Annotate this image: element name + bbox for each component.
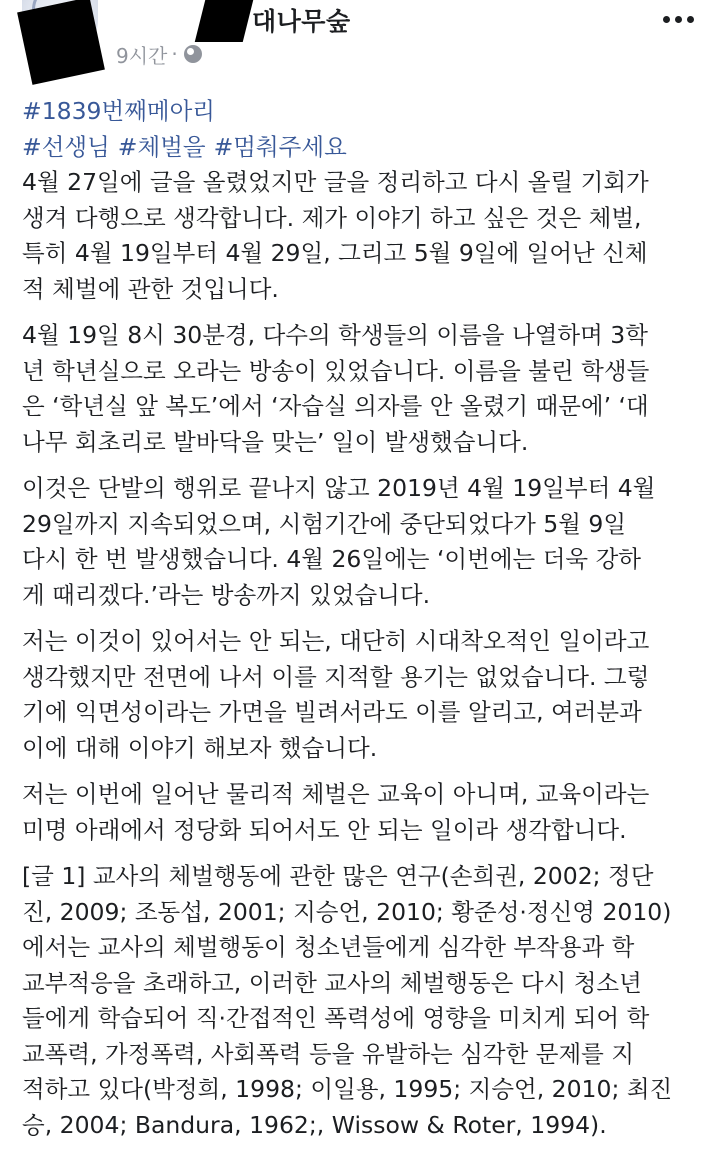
- post-paragraph: [22, 624, 702, 766]
- hashtag-line: [22, 130, 702, 166]
- text-line: 들에게 학습되어 직·간접적인 폭력성에 영향을 미치게 되어 학: [22, 1004, 650, 1032]
- text-line: 이것은 단발의 행위로 끝나지 않고 2019년 4월 19일부터 4월: [22, 474, 656, 502]
- globe-icon: [184, 45, 202, 63]
- post-body: [22, 94, 702, 1154]
- text-line: 적 체벌에 관한 것입니다.: [22, 274, 279, 303]
- hashtag-link[interactable]: #1839번째메아리: [22, 97, 216, 125]
- redaction-block: [17, 0, 105, 85]
- text-line: 교부적응을 초래하고, 이러한 교사의 체벌행동은 다시 청소년: [22, 968, 642, 997]
- text-line: 게 때리겠다.’라는 방송까지 있었습니다.: [22, 580, 431, 609]
- text-line: 4월 27일에 글을 올렸었지만 글을 정리하고 다시 올릴 기회가: [22, 168, 649, 196]
- text-line: 29일까지 지속되었으며, 시험기간에 중단되었다가 5월 9일: [22, 509, 627, 538]
- post-paragraph: [22, 165, 702, 307]
- text-line: 교폭력, 가정폭력, 사회폭력 등을 유발하는 심각한 문제를 지: [22, 1039, 635, 1068]
- text-line: 4월 19일 8시 30분경, 다수의 학생들의 이름을 나열하며 3학: [22, 321, 648, 349]
- text-line: 은 ‘학년실 앞 복도’에서 ‘자습실 의자를 안 올렸기 때문에’ ‘대: [22, 392, 649, 420]
- text-line: 생겨 다행으로 생각합니다. 제가 이야기 하고 싶은 것은 체벌,: [22, 203, 642, 232]
- hashtag-link[interactable]: #멈춰주세요: [213, 132, 347, 161]
- text-line: 진, 2009; 조동섭, 2001; 지승언, 2010; 황준성·정신영 2010): [22, 897, 672, 926]
- text-line: 에서는 교사의 체벌행동이 청소년들에게 심각한 부작용과 학: [22, 933, 635, 961]
- text-line: 미명 아래에서 정당화 되어서도 안 되는 일이라 생각합니다.: [22, 815, 627, 844]
- more-options-icon[interactable]: [663, 16, 694, 23]
- text-line: 특히 4월 19일부터 4월 29일, 그리고 5월 9일에 일어난 신체: [22, 239, 648, 267]
- post-header: [0, 0, 720, 92]
- hashtag-link[interactable]: #체벌을: [117, 132, 206, 161]
- text-line: 년 학년실으로 오라는 방송이 있었습니다. 이름을 불린 학생들: [22, 356, 650, 385]
- text-line: 저는 이것이 있어서는 안 되는, 대단히 시대착오적인 일이라고: [22, 627, 650, 655]
- page-name[interactable]: 대나무숲: [252, 7, 351, 36]
- text-line: 저는 이번에 일어난 물리적 체벌은 교육이 아니며, 교육이라는: [22, 780, 650, 808]
- text-line: 이에 대해 이야기 해보자 했습니다.: [22, 733, 378, 762]
- redaction-block: [195, 0, 253, 42]
- text-line: 승, 2004; Bandura, 1962;, Wissow & Roter, 1994).: [22, 1110, 607, 1139]
- text-line: 기에 익면성이라는 가면을 빌려서라도 이를 알리고, 여러분과: [22, 698, 642, 726]
- post-paragraph: [22, 318, 702, 460]
- text-line: 다시 한 번 발생했습니다. 4월 26일에는 ‘이번에는 더욱 강하: [22, 545, 641, 573]
- post-paragraph: [22, 859, 702, 1143]
- post-meta: [116, 40, 202, 68]
- post-paragraph: [22, 471, 702, 613]
- post-timestamp[interactable]: 9시간: [116, 43, 168, 68]
- meta-separator: ·: [171, 42, 178, 66]
- text-line: 생각했지만 전면에 나서 이를 지적할 용기는 없었습니다. 그렇: [22, 662, 650, 691]
- hashtag-link[interactable]: #선생님: [22, 132, 110, 161]
- text-line: 나무 회초리로 발바닥을 맞는’ 일이 발생했습니다.: [22, 427, 529, 456]
- text-line: 적하고 있다(박정희, 1998; 이일용, 1995; 지승언, 2010; 최진: [22, 1075, 673, 1103]
- post-paragraph: [22, 777, 702, 848]
- hashtag-line: [22, 94, 702, 130]
- text-line: [글 1] 교사의 체벌행동에 관한 많은 연구(손희권, 2002; 정단: [22, 862, 654, 890]
